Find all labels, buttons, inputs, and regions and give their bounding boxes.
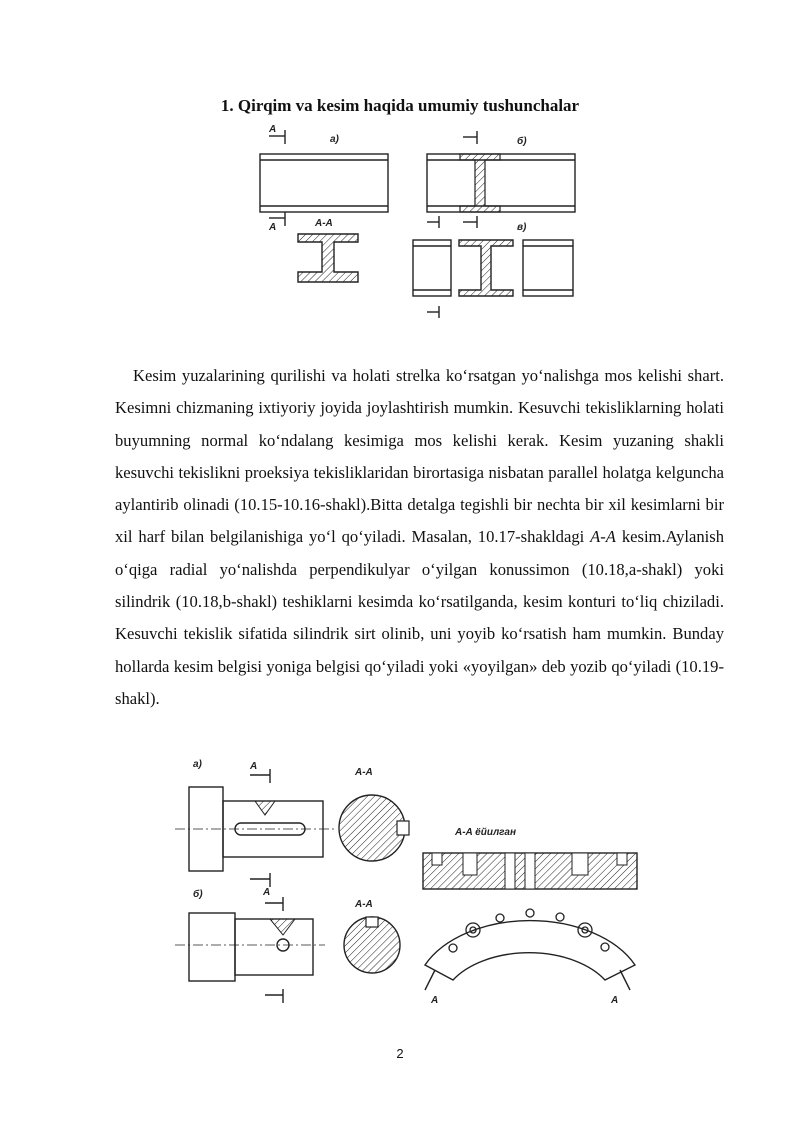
label-a: a) [330, 134, 339, 145]
view-b [427, 154, 575, 212]
svg-text:A-A: A-A [355, 767, 373, 778]
ibeam-section [298, 234, 358, 282]
unrolled-caption: A-A ёйилган [455, 827, 516, 838]
shaft-b [175, 913, 325, 981]
section-title: A-A [315, 218, 333, 229]
view-a [260, 154, 388, 212]
label-b: б) [193, 889, 203, 900]
svg-text:A-A: A-A [355, 899, 373, 910]
unrolled-strip [423, 853, 637, 889]
svg-text:A: A [431, 995, 439, 1006]
shaft-a [175, 787, 335, 871]
label-a: a) [193, 759, 202, 770]
view-v [413, 240, 573, 296]
body-paragraph: Kesim yuzalarining qurilishi va holati strelka ko‘rsatgan yo‘nalishga mos kelishi shart. Kesimni chizmaning ixtiyoriy joyida joylashtirish mumkin. Kesuvchi tekisliklarning holati buyumning normal ko‘ndalang kesimiga mos kelishi kerak. Kesim yuzaning shakli kesuvchi tekislikni proeksiya tekisliklaridan birortasiga nisbatan parallel holatga kelguncha aylantirib olinadi (10.15-10.16-shakl).Bitta detalga tegishli bir nechta bir xil kesimlarni bir xil harf bilan belgilanishiga yo‘l qo‘yiladi. Masalan, 10.17-shakldagi A-A kesim.Aylanish o‘qiga radial yo‘nalishda perpendikulyar o‘yilgan konussimon (10.18,a-shakl) yoki silindrik (10.18,b-shakl) teshiklarni kesimda ko‘rsatilganda, kesim konturi to‘liq chiziladi. Kesuvchi tekislik sifatida silindrik sirt olinib, uni yoyib ko‘rsatish ham mumkin. Bunday hollarda kesim belgisi yoniga belgisi qo‘yiladi yoki «yoyilgan» deb yozib qo‘yiladi (10.19-shakl). [115, 366, 725, 708]
svg-text:A: A [611, 995, 619, 1006]
page-number: 2 [396, 1046, 404, 1061]
label-v: в) [517, 222, 527, 233]
label-b: б) [517, 136, 527, 147]
figure-ibeam-sections [255, 122, 585, 327]
svg-text:A: A [263, 887, 271, 898]
section-a-circle [339, 795, 405, 861]
svg-text:A: A [250, 761, 258, 772]
figure-shaft-sections [175, 755, 645, 1010]
svg-text:A: A [269, 222, 277, 233]
page-title: 1. Qirqim va kesim haqida umumiy tushunchalar [220, 96, 580, 115]
svg-text:A: A [269, 124, 277, 135]
